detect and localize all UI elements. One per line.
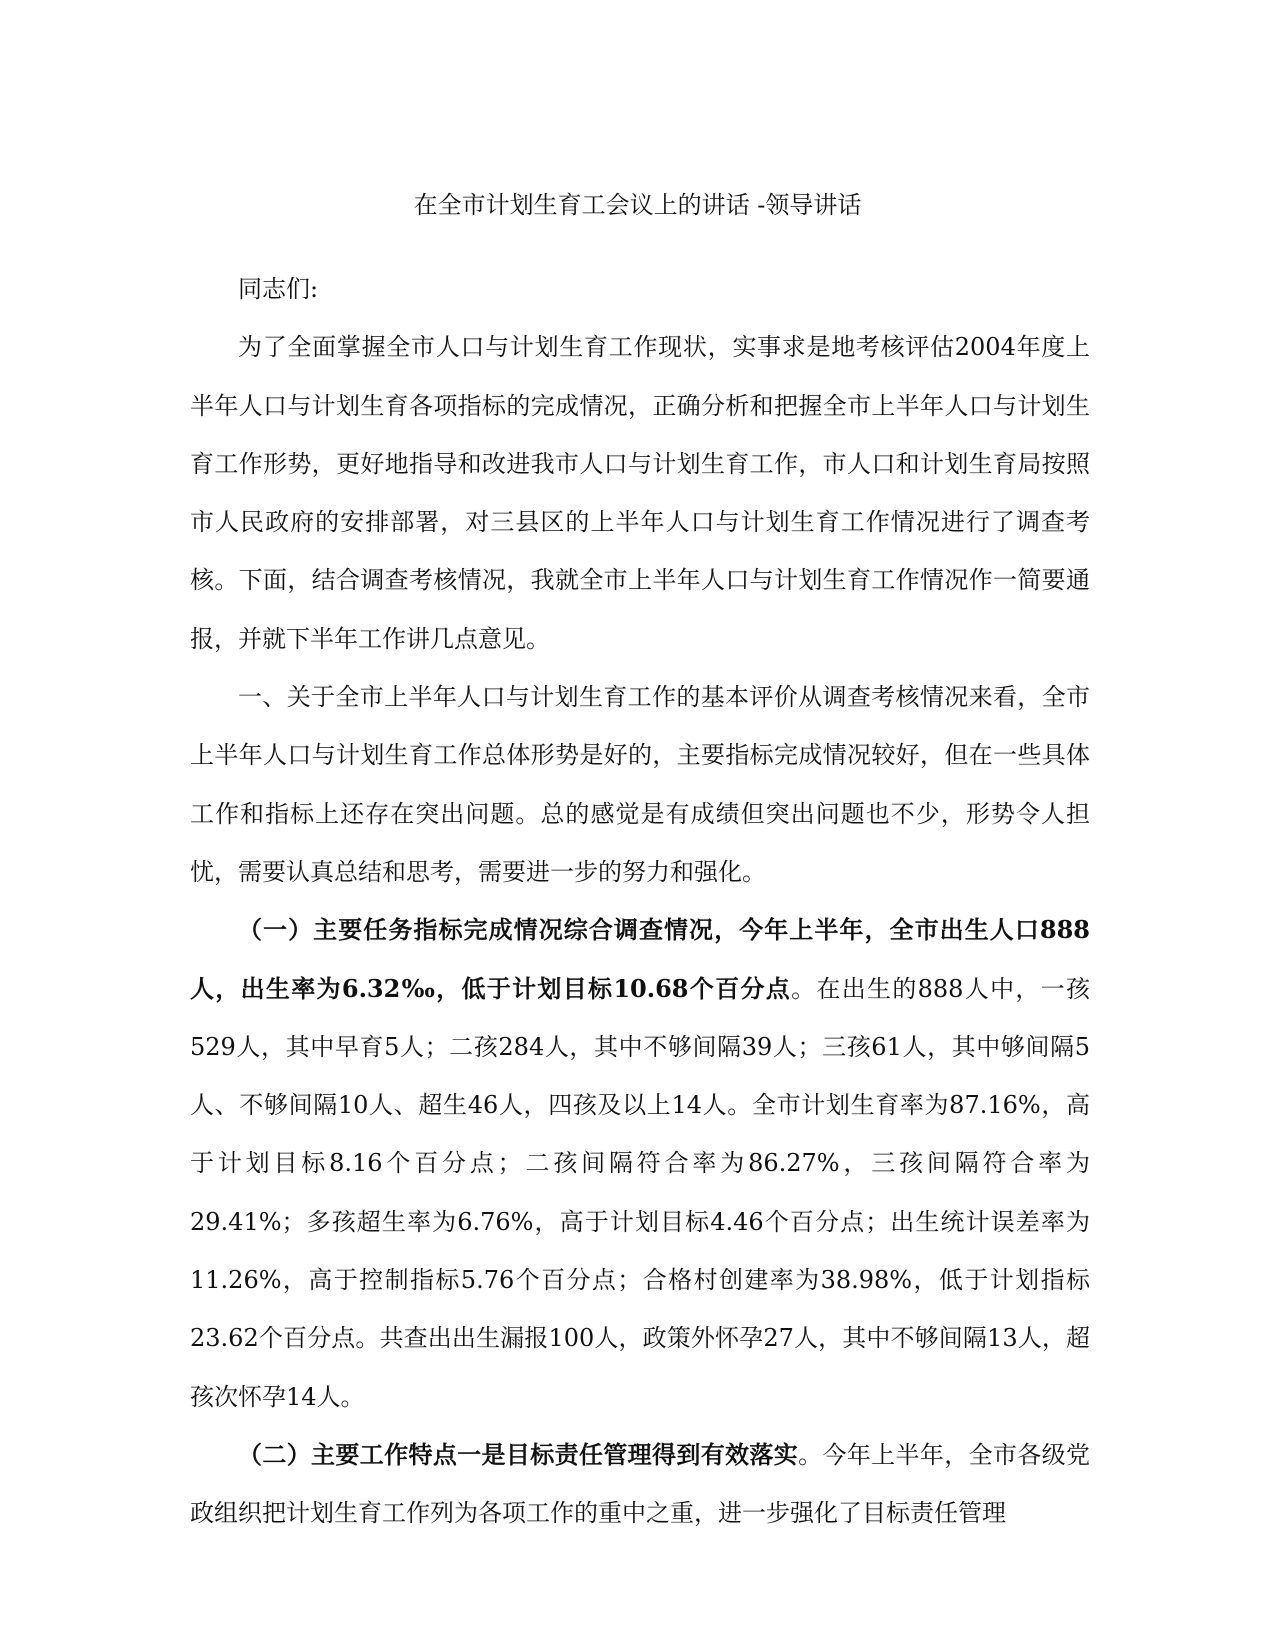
paragraph-evaluation xyxy=(190,668,1090,901)
document-body xyxy=(190,260,1090,1543)
paragraph-text: 。今年上半年，全市各级党政组织把计划生育工作列为各项工作的重中之重，进一步强化了目标责任管理 xyxy=(190,1440,1091,1528)
paragraph-text: 。在出生的888人中，一孩529人，其中早育5人；二孩284人，其中不够间隔39人；三孩61人，其中够间隔5人、不够间隔10人、超生46人，四孩及以上14人。全市计划生育率为87.16%，高于计划目标8.16个百分点；二孩间隔符合率为86.27%，三孩间隔符合率为29.41%；多孩超生率为6.76%，高于计划目标4.46个百分点；出生统计误差率为11.26%，高于控制指标5.76个百分点；合格村创建率为38.98%，低于计划指标23.62个百分点。共查出出生漏报100人，政策外怀孕27人，其中不够间隔13人，超孩次怀孕14人。 xyxy=(190,974,1091,1411)
paragraph-text: 为了全面掌握全市人口与计划生育工作现状，实事求是地考核评估2004年度上半年人口与计划生育各项指标的完成情况，正确分析和把握全市上半年人口与计划生育工作形势，更好地指导和改进我市人口与计划生育工作，市人口和计划生育局按照市人民政府的安排部署，对三县区的上半年人口与计划生育工作情况进行了调查考核。下面，结合调查考核情况，我就全市上半年人口与计划生育工作情况作一简要通报，并就下半年工作讲几点意见。 xyxy=(190,333,1090,653)
salutation: 同志们: xyxy=(238,275,319,303)
paragraph-indicators xyxy=(190,901,1090,1426)
document-title: 在全市计划生育工会议上的讲话 -领导讲话 xyxy=(413,191,862,219)
paragraph-bold-lead: （二）主要工作特点一是目标责任管理得到有效落实 xyxy=(238,1439,799,1469)
paragraph-features xyxy=(190,1426,1090,1543)
paragraph-text: 一、关于全市上半年人口与计划生育工作的基本评价从调查考核情况来看，全市上半年人口与计划生育工作总体形势是好的，主要指标完成情况较好，但在一些具体工作和指标上还存在突出问题。总的感觉是有成绩但突出问题也不少，形势令人担忧，需要认真总结和思考，需要进一步的努力和强化。 xyxy=(190,683,1090,886)
paragraph-intro xyxy=(190,318,1090,668)
paragraph-bold-lead: （一）主要任务指标完成情况综合调查情况，今年上半年，全市出生人口888人，出生率为6.32‰，低于计划目标10.68个百分点 xyxy=(190,915,1090,1003)
